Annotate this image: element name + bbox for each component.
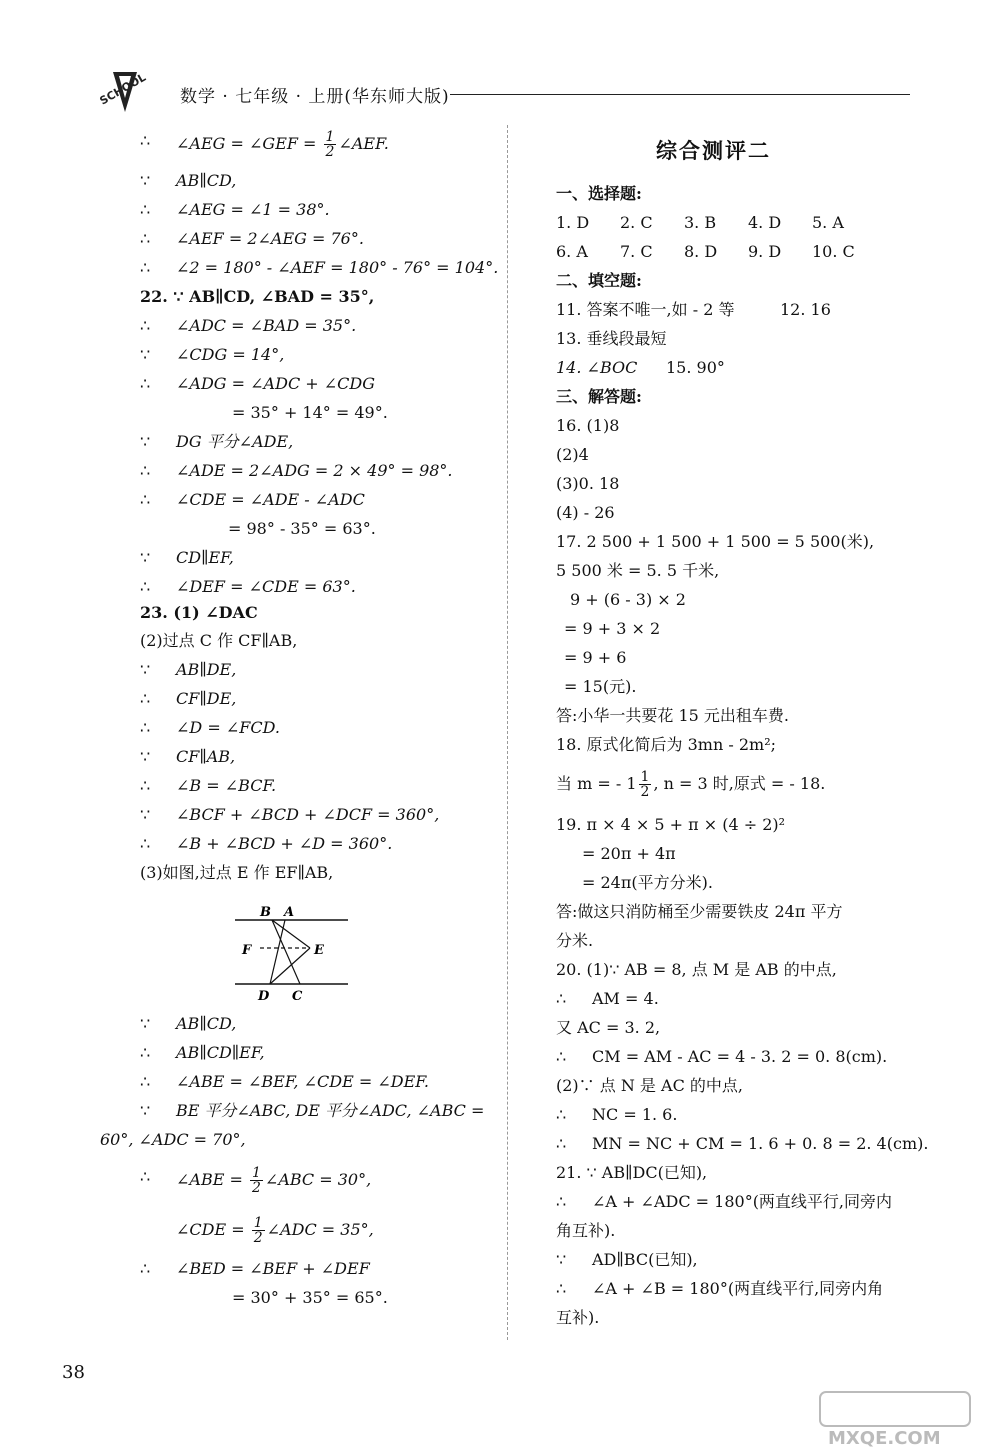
label-d: D <box>258 989 270 1004</box>
label-e: E <box>314 943 324 958</box>
solution-line: = 9 + 3 × 2 <box>564 619 661 638</box>
watermark-text: MXQE.COM <box>828 1428 941 1449</box>
solution-line: 角互补). <box>556 1221 616 1240</box>
label-c: C <box>292 989 303 1004</box>
solution-line: 17. 2 500 + 1 500 + 1 500 = 5 500(米), <box>556 532 875 551</box>
solution-line: = 15(元). <box>564 677 637 696</box>
label-a: A <box>284 905 295 920</box>
solution-line: (3)0. 18 <box>556 474 620 493</box>
label-b: B <box>260 905 271 920</box>
solution-line: 答:做这只消防桶至少需要铁皮 24π 平方 <box>556 902 843 921</box>
solution-line: 又 AC = 3. 2, <box>556 1018 661 1037</box>
section-heading-choice: 一、选择题: <box>556 184 642 203</box>
solution-line: 当 m = - 1 $\frac{1}{2}$ , n = 3 时,原式 = - 18. <box>556 769 826 800</box>
solution-line: 19. π × 4 × 5 + π × (4 ÷ 2)² <box>556 815 786 834</box>
school-logo-icon <box>95 62 165 122</box>
watermark-logo-icon <box>818 1390 978 1450</box>
geometry-figure <box>230 900 355 1005</box>
column-divider <box>507 125 508 1340</box>
solution-line: 18. 原式化简后为 3mn - 2m²; <box>556 735 777 754</box>
solution-line: 分米. <box>556 931 594 950</box>
solution-line: 16. (1)8 <box>556 416 620 435</box>
solution-line: 21. ∵ AB∥DC(已知), <box>556 1163 708 1182</box>
fill-answer: 13. 垂线段最短 <box>556 329 667 348</box>
solution-line: 答:小华一共要花 15 元出租车费. <box>556 706 790 725</box>
solution-line: 5 500 米 = 5. 5 千米, <box>556 561 720 580</box>
page-header <box>95 62 910 122</box>
solution-line: (2)∵ 点 N 是 AC 的中点, <box>556 1076 743 1095</box>
solution-line: = 24π(平方分米). <box>582 873 713 892</box>
solution-line: 互补). <box>556 1308 600 1327</box>
solution-line: 9 + (6 - 3) × 2 <box>570 590 686 609</box>
book-title: 数学 · 七年级 · 上册(华东师大版) <box>180 87 450 107</box>
header-rule <box>450 94 910 95</box>
section-title: 综合测评二 <box>656 138 771 163</box>
solution-line: = 9 + 6 <box>564 648 627 667</box>
solution-line: = 20π + 4π <box>582 844 676 863</box>
section-heading-solve: 三、解答题: <box>556 387 642 406</box>
solution-line: 20. (1)∵ AB = 8, 点 M 是 AB 的中点, <box>556 960 837 979</box>
logo-text: SCHOOL <box>97 70 149 108</box>
label-f: F <box>242 943 252 958</box>
segment-ad <box>270 920 285 984</box>
solution-line: (4) - 26 <box>556 503 615 522</box>
page-number: 38 <box>62 1362 85 1383</box>
section-heading-fill: 二、填空题: <box>556 271 642 290</box>
segment-ed <box>270 948 310 984</box>
solution-line: (2)4 <box>556 445 589 464</box>
